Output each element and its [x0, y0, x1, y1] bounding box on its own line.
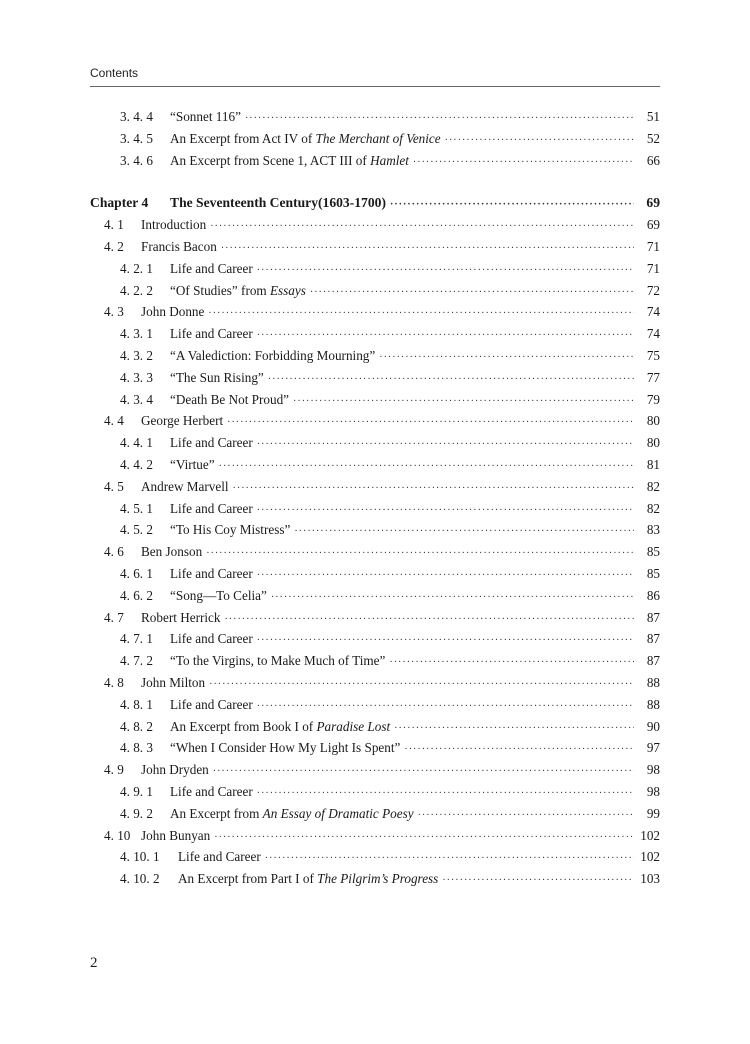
dot-leader [257, 565, 634, 587]
toc-entry-number: 4. 1 [104, 217, 124, 233]
toc-entry-title [170, 781, 253, 803]
toc-entry-number: 4. 4 [104, 413, 124, 429]
toc-page-number: 102 [640, 849, 660, 865]
dot-leader [221, 238, 634, 260]
toc-entry-number: Chapter 4 [90, 195, 149, 211]
toc-entry-number: 3. 4. 5 [120, 130, 153, 146]
toc-entry-title [141, 476, 229, 498]
title-text: John Donne [141, 304, 205, 320]
dot-leader [224, 609, 634, 631]
toc-entry-number: 4. 8. 3 [120, 740, 153, 756]
toc-page-number: 97 [646, 740, 660, 756]
toc-entry-number: 4. 4. 2 [120, 456, 153, 472]
toc-page-number: 71 [646, 260, 660, 276]
title-text: Life and Career [170, 565, 253, 581]
title-text: Andrew Marvell [141, 478, 229, 494]
title-text: An Excerpt from [170, 805, 263, 821]
toc-page-number: 85 [646, 544, 660, 560]
toc-entry-number: 4. 3 [104, 304, 124, 320]
toc-subsection-entry[interactable] [90, 650, 660, 672]
title-text: Life and Career [170, 783, 253, 799]
toc-subsection-entry[interactable] [90, 803, 660, 825]
title-text: “Sonnet 116” [170, 109, 241, 124]
toc-entry-title [170, 367, 264, 389]
title-text: “To His Coy Mistress” [170, 522, 291, 538]
running-header: Contents [90, 66, 139, 80]
toc-page-number: 69 [646, 217, 660, 233]
title-text: “Song—To Celia” [170, 587, 267, 603]
dot-leader [268, 369, 634, 391]
toc-page-number: 87 [646, 609, 660, 625]
dot-leader [379, 347, 634, 369]
toc-page-number: 74 [646, 326, 660, 342]
toc-chapter-entry[interactable] [90, 192, 660, 214]
toc-entry-number: 4. 9 [104, 762, 124, 778]
dot-leader [257, 783, 634, 805]
toc-page-number: 85 [646, 565, 660, 581]
dot-leader [257, 260, 634, 282]
toc-entry-title [141, 214, 206, 236]
toc-subsection-entry[interactable] [90, 628, 660, 650]
dot-leader [271, 587, 634, 609]
toc-entry-number: 4. 3. 4 [120, 391, 153, 407]
toc-page-number: 99 [646, 805, 660, 821]
toc-subsection-entry[interactable] [90, 258, 660, 280]
toc-entry-title [170, 192, 386, 214]
dot-leader [257, 434, 634, 456]
title-text: Ben Jonson [141, 544, 203, 560]
toc-entry-title [170, 716, 390, 738]
toc-entry-title [170, 106, 241, 128]
toc-subsection-entry[interactable] [90, 868, 660, 890]
toc-section-entry[interactable] [90, 541, 660, 563]
dot-leader [442, 870, 634, 892]
toc-subsection-entry[interactable] [90, 323, 660, 345]
toc-entry-number: 4. 8 [104, 674, 124, 690]
toc-page-number: 66 [646, 152, 660, 168]
toc-entry-number: 4. 5 [104, 478, 124, 494]
dot-leader [245, 108, 634, 130]
toc-entry-title [141, 410, 223, 432]
toc-entry-title [170, 389, 289, 411]
toc-subsection-entry[interactable] [90, 389, 660, 411]
dot-leader [265, 848, 634, 870]
toc-subsection-entry[interactable] [90, 737, 660, 759]
toc-entry-title [178, 868, 438, 890]
title-text: The Seventeenth Century(1603-1700) [170, 195, 386, 211]
toc-page-number: 87 [646, 631, 660, 647]
toc-entry-number: 4. 10. 2 [120, 871, 160, 887]
toc-subsection-entry[interactable] [90, 846, 660, 868]
toc-page-number: 51 [646, 109, 660, 124]
toc-entry-title [170, 323, 253, 345]
toc-entry-title [170, 432, 253, 454]
toc-entry-title [170, 454, 215, 476]
dot-leader [390, 194, 634, 216]
toc-entry-number: 4. 3. 2 [120, 347, 153, 363]
toc-subsection-entry[interactable] [90, 781, 660, 803]
toc-subsection-entry[interactable] [90, 432, 660, 454]
dot-leader [214, 827, 634, 849]
toc-entry-number: 4. 9. 2 [120, 805, 153, 821]
title-text: “To the Virgins, to Make Much of Time” [170, 653, 386, 669]
toc-page-number: 52 [646, 130, 660, 146]
toc-entry-title [170, 563, 253, 585]
dot-leader [213, 761, 634, 783]
work-title-italic: Hamlet [370, 152, 409, 168]
toc-subsection-entry[interactable] [90, 150, 660, 172]
dot-leader [206, 543, 634, 565]
toc-page-number: 80 [646, 435, 660, 451]
toc-entry-number: 4. 7 [104, 609, 124, 625]
toc-section-entry[interactable] [90, 825, 660, 847]
dot-leader [389, 652, 634, 674]
toc-entry-number: 4. 6. 1 [120, 565, 153, 581]
dot-leader [257, 630, 634, 652]
toc-entry-title [170, 628, 253, 650]
toc-entry-number: 3. 4. 6 [120, 152, 153, 168]
toc-entry-title [141, 541, 202, 563]
toc-page-number: 82 [646, 500, 660, 516]
toc-entry-number: 4. 2. 2 [120, 282, 153, 298]
title-text: “Of Studies” from [170, 282, 270, 298]
dot-leader [257, 500, 634, 522]
toc-entry-title [170, 150, 409, 172]
toc-entry-number: 4. 5. 1 [120, 500, 153, 516]
toc-subsection-entry[interactable] [90, 519, 660, 541]
toc-page-number: 81 [646, 456, 660, 472]
title-text: Life and Career [178, 849, 261, 865]
toc-section-entry[interactable] [90, 410, 660, 432]
dot-leader [210, 216, 634, 238]
toc-entry-number: 4. 10. 1 [120, 849, 160, 865]
toc-section-entry[interactable] [90, 476, 660, 498]
title-text: John Milton [141, 674, 206, 690]
toc-entry-title [170, 737, 400, 759]
toc-subsection-entry[interactable] [90, 498, 660, 520]
dot-leader [257, 696, 634, 718]
toc-page-number: 102 [640, 827, 660, 843]
toc-entry-number: 4. 5. 2 [120, 522, 153, 538]
dot-leader [310, 282, 634, 304]
toc-entry-title [170, 280, 306, 302]
title-text: John Bunyan [141, 827, 211, 843]
toc-subsection-entry[interactable] [90, 585, 660, 607]
dot-leader [404, 739, 634, 761]
toc-subsection-entry[interactable] [90, 106, 660, 128]
work-title-italic: Essays [269, 282, 306, 298]
toc-entry-title [141, 607, 220, 629]
section-gap [90, 171, 660, 192]
toc-entry-title [141, 236, 217, 258]
title-text: “Death Be Not Proud” [170, 391, 290, 407]
toc-entry-number: 4. 7. 2 [120, 653, 153, 669]
toc-entry-title [170, 803, 414, 825]
toc-page-number: 77 [646, 369, 660, 385]
dot-leader [418, 805, 634, 827]
toc-section-entry[interactable] [90, 607, 660, 629]
title-text: Life and Career [170, 696, 253, 712]
toc-subsection-entry[interactable] [90, 128, 660, 150]
toc-page-number: 71 [646, 238, 660, 254]
dot-leader [293, 391, 634, 413]
toc-section-entry[interactable] [90, 301, 660, 323]
toc-page-number: 82 [646, 478, 660, 494]
title-text: Introduction [141, 217, 207, 233]
dot-leader [208, 303, 634, 325]
title-text: Life and Career [170, 326, 253, 342]
toc-entry-title [178, 846, 261, 868]
toc-subsection-entry[interactable] [90, 367, 660, 389]
toc-page-number: 79 [646, 391, 660, 407]
toc-section-entry[interactable] [90, 672, 660, 694]
toc-page-number: 98 [646, 762, 660, 778]
toc-entry-title [170, 694, 253, 716]
toc-page-number: 69 [646, 195, 660, 211]
toc-section-entry[interactable] [90, 214, 660, 236]
toc-subsection-entry[interactable] [90, 563, 660, 585]
dot-leader [219, 456, 634, 478]
toc-page-number: 83 [646, 522, 660, 538]
toc-entry-number: 4. 9. 1 [120, 783, 153, 799]
dot-leader [445, 130, 634, 152]
title-text: Life and Career [170, 631, 253, 647]
title-text: An Excerpt from Act IV of [170, 130, 316, 146]
toc-subsection-entry[interactable] [90, 454, 660, 476]
toc-page-number: 90 [646, 718, 660, 734]
title-text: Francis Bacon [141, 238, 217, 254]
toc-entry-number: 4. 4. 1 [120, 435, 153, 451]
toc-entry-number: 4. 3. 3 [120, 369, 153, 385]
toc-page-number: 88 [646, 696, 660, 712]
toc-entry-title [141, 301, 204, 323]
toc-subsection-entry[interactable] [90, 694, 660, 716]
title-text: “The Sun Rising” [170, 369, 264, 385]
toc-entry-number: 4. 6 [104, 544, 124, 560]
dot-leader [233, 478, 634, 500]
toc-page-number: 74 [646, 304, 660, 320]
toc-entry-title [170, 498, 253, 520]
toc-page-number: 88 [646, 674, 660, 690]
title-text: Life and Career [170, 435, 253, 451]
toc-subsection-entry[interactable] [90, 345, 660, 367]
toc-entry-number: 4. 8. 1 [120, 696, 153, 712]
title-text: An Excerpt from Book I of [170, 718, 317, 734]
toc-page-number: 87 [646, 653, 660, 669]
table-of-contents [90, 106, 660, 890]
toc-entry-title [170, 585, 267, 607]
dot-leader [227, 412, 634, 434]
toc-entry-number: 4. 6. 2 [120, 587, 153, 603]
toc-entry-number: 4. 2. 1 [120, 260, 153, 276]
toc-page-number: 98 [646, 783, 660, 799]
title-text: Life and Career [170, 500, 253, 516]
title-text: “A Valediction: Forbidding Mourning” [170, 347, 376, 363]
title-text: An Excerpt from Scene 1, ACT III of [170, 152, 371, 168]
toc-page-number: 80 [646, 413, 660, 429]
toc-section-entry[interactable] [90, 236, 660, 258]
toc-entry-number: 4. 8. 2 [120, 718, 153, 734]
toc-entry-title [170, 128, 441, 150]
toc-entry-number: 4. 3. 1 [120, 326, 153, 342]
work-title-italic: An Essay of Dramatic Poesy [262, 805, 414, 821]
toc-entry-title [141, 759, 209, 781]
toc-entry-number: 4. 2 [104, 238, 124, 254]
toc-subsection-entry[interactable] [90, 716, 660, 738]
title-text: “When I Consider How My Light Is Spent” [170, 740, 401, 756]
toc-entry-title [170, 345, 375, 367]
title-text: “Virtue” [170, 456, 215, 472]
toc-page-number: 75 [646, 347, 660, 363]
page-number: 2 [90, 955, 98, 971]
title-text: An Excerpt from Part I of [178, 871, 318, 887]
dot-leader [294, 521, 634, 543]
toc-entry-title [170, 519, 290, 541]
toc-entry-title [141, 825, 210, 847]
toc-entry-title [141, 672, 205, 694]
dot-leader [209, 674, 634, 696]
work-title-italic: The Pilgrim’s Progress [317, 871, 439, 887]
title-text: John Dryden [141, 762, 209, 778]
dot-leader [413, 152, 634, 174]
dot-leader [394, 718, 634, 740]
toc-subsection-entry[interactable] [90, 280, 660, 302]
work-title-italic: Paradise Lost [316, 718, 391, 734]
title-text: Life and Career [170, 260, 253, 276]
toc-page-number: 103 [640, 871, 660, 887]
dot-leader [257, 325, 634, 347]
toc-page-number: 72 [646, 282, 660, 298]
toc-entry-title [170, 258, 253, 280]
toc-page-number: 86 [646, 587, 660, 603]
toc-entry-number: 4. 7. 1 [120, 631, 153, 647]
toc-entry-title [170, 650, 385, 672]
work-title-italic: The Merchant of Venice [315, 130, 441, 146]
title-text: George Herbert [141, 413, 224, 429]
toc-entry-number: 4. 10 [104, 827, 131, 843]
title-text: Robert Herrick [141, 609, 221, 625]
header-rule [90, 86, 660, 87]
toc-section-entry[interactable] [90, 759, 660, 781]
toc-entry-number: 3. 4. 4 [120, 109, 153, 124]
